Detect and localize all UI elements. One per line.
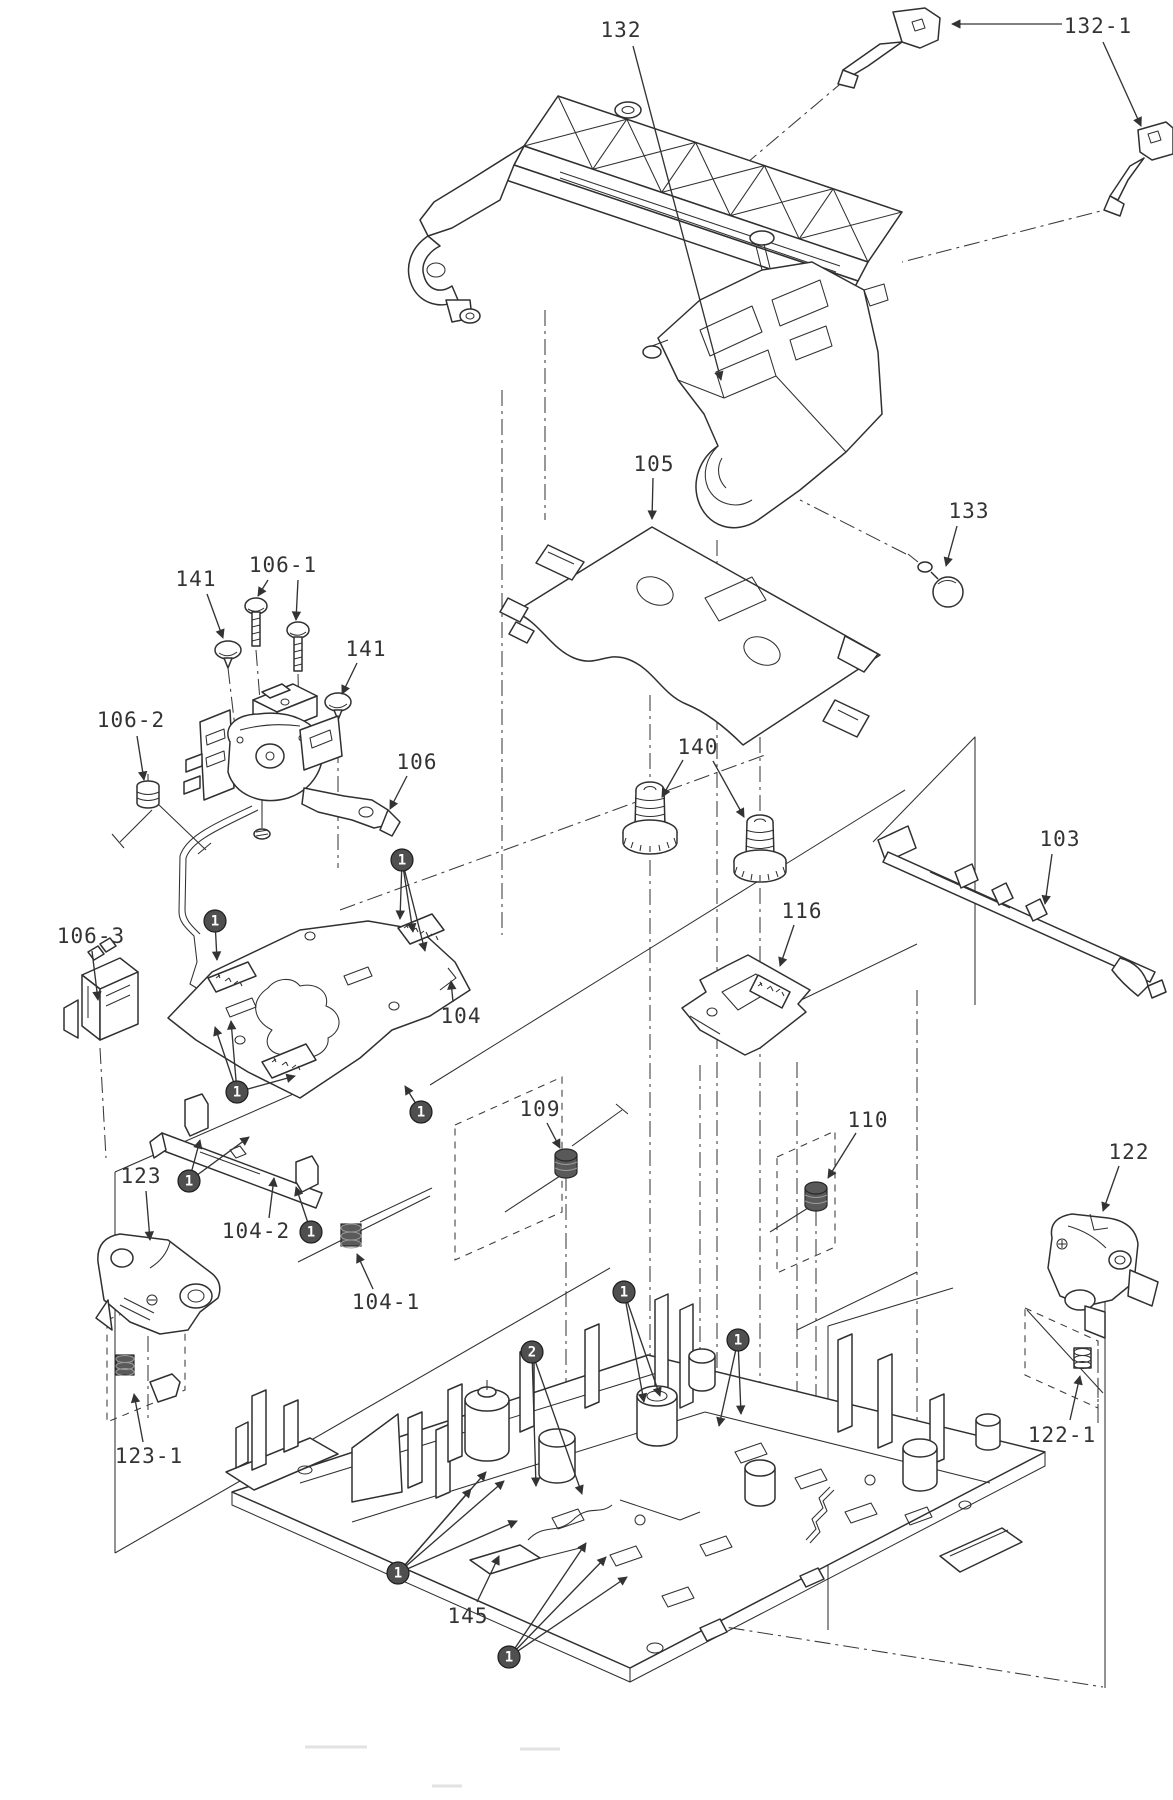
- svg-text:123: 123: [120, 1164, 162, 1188]
- part-label-123: [121, 1164, 162, 1240]
- svg-text:1: 1: [504, 1649, 514, 1666]
- part-label-104-1: [352, 1254, 420, 1314]
- svg-text:116: 116: [781, 899, 823, 923]
- svg-text:133: 133: [948, 499, 990, 523]
- part-104-2-strip-drawing: [150, 1094, 322, 1208]
- svg-text:1: 1: [306, 1224, 316, 1241]
- part-label-110: [828, 1108, 888, 1178]
- part-label-133: [946, 499, 989, 566]
- part-140-knurled-screw-b-drawing: [734, 815, 786, 882]
- part-116-plate-drawing: [682, 955, 810, 1055]
- part-122-1-spring-drawing: [1074, 1348, 1091, 1369]
- part-106-1-screw-a-drawing: [245, 598, 267, 646]
- part-label-141b: [342, 637, 386, 694]
- svg-text:1: 1: [232, 1084, 242, 1101]
- svg-text:106-1: 106-1: [248, 553, 318, 577]
- part-label-106-2: [97, 708, 165, 780]
- svg-text:109: 109: [519, 1097, 561, 1121]
- svg-text:141: 141: [175, 567, 217, 591]
- svg-text:106-3: 106-3: [56, 924, 126, 948]
- part-label-132-1: [952, 14, 1141, 126]
- part-label-141a: [176, 567, 223, 638]
- part-106-1-screw-b-drawing: [287, 622, 309, 671]
- part-110-grommet-drawing: [770, 1182, 827, 1232]
- svg-text:145: 145: [447, 1604, 489, 1628]
- part-label-106: [390, 750, 437, 809]
- part-133-pin-drawing: [908, 554, 963, 607]
- svg-text:140: 140: [677, 735, 719, 759]
- svg-text:104-1: 104-1: [351, 1290, 421, 1314]
- part-label-116: [780, 899, 822, 966]
- scan-artifacts: [305, 1747, 560, 1786]
- part-104-plate-drawing: [168, 914, 470, 1098]
- part-label-140: [662, 735, 744, 817]
- svg-text:106-2: 106-2: [96, 708, 166, 732]
- svg-text:132: 132: [600, 18, 642, 42]
- svg-text:123-1: 123-1: [114, 1444, 184, 1468]
- part-106-3-connector-drawing: [64, 938, 138, 1040]
- svg-text:105: 105: [633, 452, 675, 476]
- svg-text:104-2: 104-2: [221, 1219, 291, 1243]
- part-132-1-bracket-b-drawing: [1104, 122, 1173, 216]
- svg-text:106: 106: [396, 750, 438, 774]
- svg-text:1: 1: [184, 1173, 194, 1190]
- svg-text:1: 1: [416, 1104, 426, 1121]
- svg-text:122-1: 122-1: [1027, 1423, 1097, 1447]
- part-104-1-spring-drawing: [341, 1224, 361, 1248]
- part-105-plate-drawing: [500, 527, 880, 745]
- callout-marker-1: [204, 910, 226, 960]
- part-label-105: [634, 452, 675, 519]
- svg-text:103: 103: [1039, 827, 1081, 851]
- callout-marker-1: [405, 1086, 432, 1123]
- part-140-knurled-screw-a-drawing: [623, 782, 677, 854]
- svg-text:110: 110: [847, 1108, 889, 1132]
- svg-text:1: 1: [619, 1284, 629, 1301]
- part-label-109: [520, 1097, 561, 1148]
- svg-text:141: 141: [345, 637, 387, 661]
- svg-text:1: 1: [733, 1332, 743, 1349]
- svg-text:104: 104: [440, 1004, 482, 1028]
- part-122-lever-drawing: [1048, 1214, 1158, 1338]
- part-label-122: [1103, 1140, 1149, 1211]
- part-103-rail-drawing: [878, 826, 1166, 998]
- part-141-screw-left-drawing: [215, 641, 241, 668]
- svg-text:2: 2: [527, 1344, 537, 1361]
- part-label-122-1: [1028, 1376, 1096, 1447]
- svg-text:1: 1: [210, 913, 220, 930]
- part-label-103: [1040, 827, 1081, 904]
- svg-text:122: 122: [1108, 1140, 1150, 1164]
- svg-text:132-1: 132-1: [1063, 14, 1133, 38]
- svg-text:1: 1: [397, 852, 407, 869]
- part-132-1-bracket-a-drawing: [838, 8, 940, 88]
- svg-text:1: 1: [393, 1565, 403, 1582]
